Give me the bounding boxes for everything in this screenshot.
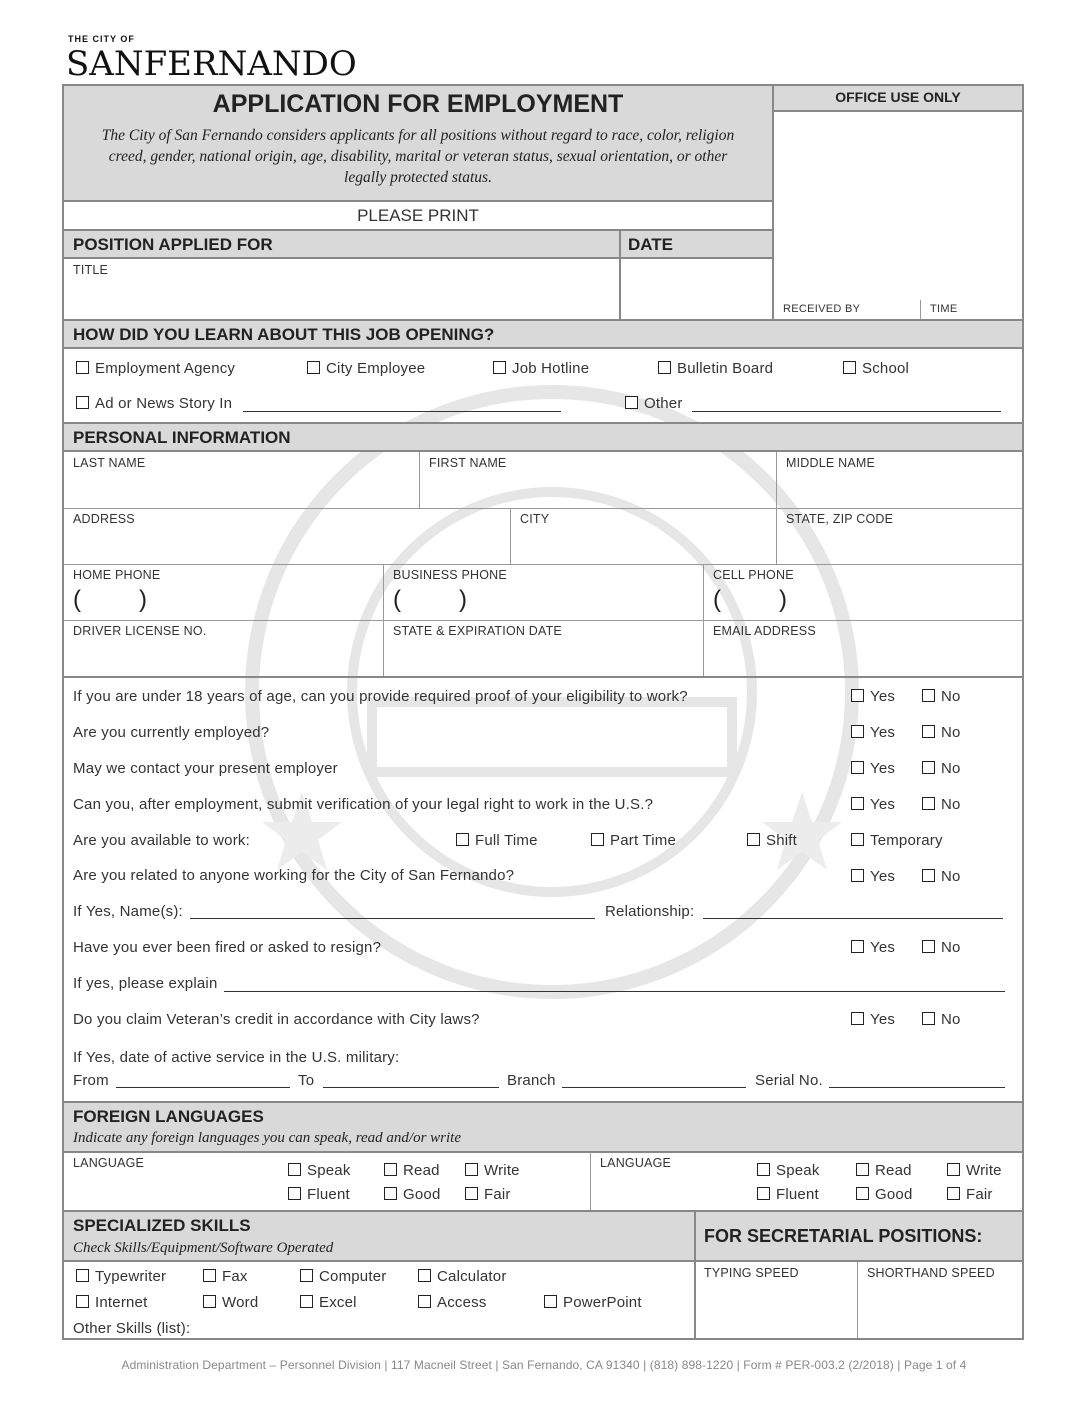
- checkbox-job-hotline[interactable]: Job Hotline: [493, 360, 589, 377]
- checkbox-city-employee[interactable]: City Employee: [307, 360, 425, 377]
- question-related: Are you related to anyone working for the City of San Fernando?: [73, 867, 515, 884]
- question-fired: Have you ever been fired or asked to resign?: [73, 939, 382, 956]
- q2-yes-checkbox[interactable]: Yes: [851, 724, 895, 741]
- explain-line[interactable]: [224, 991, 1005, 992]
- title-label: TITLE: [73, 263, 109, 277]
- other-line[interactable]: [692, 411, 1001, 412]
- full-time-checkbox[interactable]: Full Time: [456, 832, 538, 849]
- q8-no-checkbox[interactable]: No: [922, 1011, 961, 1028]
- checkbox-icon: [76, 361, 89, 374]
- from-line[interactable]: [116, 1087, 290, 1088]
- question-under-18: If you are under 18 years of age, can you provide required proof of your eligibility to work?: [73, 688, 688, 705]
- received-by-label: RECEIVED BY: [783, 303, 861, 315]
- lang2-read[interactable]: Read: [856, 1162, 912, 1179]
- equal-opportunity-notice: The City of San Fernando considers applicants for all positions without regard to race, color, religion creed, gender, national origin, age, disability, marital or veteran status, sexual orientation, or other legally protected status.: [101, 127, 735, 186]
- relationship-label: Relationship:: [605, 903, 695, 920]
- to-line[interactable]: [323, 1087, 499, 1088]
- skill-powerpoint[interactable]: PowerPoint: [544, 1294, 642, 1311]
- explain-label: If yes, please explain: [73, 975, 218, 992]
- office-use-title: OFFICE USE ONLY: [835, 89, 961, 105]
- lang2-fluent[interactable]: Fluent: [757, 1186, 819, 1203]
- branch-line[interactable]: [562, 1087, 746, 1088]
- military-label: If Yes, date of active service in the U.S. military:: [73, 1049, 400, 1066]
- learn-heading: HOW DID YOU LEARN ABOUT THIS JOB OPENING?: [73, 325, 495, 344]
- lang1-fair[interactable]: Fair: [465, 1186, 511, 1203]
- shift-checkbox[interactable]: Shift: [747, 832, 797, 849]
- from-label: From: [73, 1072, 109, 1089]
- skill-excel[interactable]: Excel: [300, 1294, 357, 1311]
- business-phone-label: BUSINESS PHONE: [393, 568, 507, 582]
- checkbox-icon: [493, 361, 506, 374]
- checkbox-other[interactable]: Other: [625, 395, 683, 412]
- q4-yes-checkbox[interactable]: Yes: [851, 796, 895, 813]
- languages-heading: FOREIGN LANGUAGES: [73, 1107, 264, 1126]
- q4-no-checkbox[interactable]: No: [922, 796, 961, 813]
- skill-access[interactable]: Access: [418, 1294, 487, 1311]
- to-label: To: [298, 1072, 315, 1089]
- q3-yes-checkbox[interactable]: Yes: [851, 760, 895, 777]
- relationship-line[interactable]: [703, 918, 1003, 919]
- lang2-fair[interactable]: Fair: [947, 1186, 993, 1203]
- question-currently-employed: Are you currently employed?: [73, 724, 270, 741]
- city-logo: SANFERNANDO: [66, 44, 357, 84]
- checkbox-icon: [76, 396, 89, 409]
- languages-subheading: Indicate any foreign languages you can speak, read and/or write: [73, 1130, 461, 1146]
- part-time-checkbox[interactable]: Part Time: [591, 832, 676, 849]
- lang2-good[interactable]: Good: [856, 1186, 913, 1203]
- personal-heading: PERSONAL INFORMATION: [73, 428, 291, 447]
- secretarial-heading: FOR SECRETARIAL POSITIONS:: [704, 1226, 983, 1246]
- q7-no-checkbox[interactable]: No: [922, 939, 961, 956]
- please-print: PLEASE PRINT: [357, 206, 479, 225]
- serial-label: Serial No.: [755, 1072, 823, 1089]
- lang2-speak[interactable]: Speak: [757, 1162, 820, 1179]
- time-label: TIME: [930, 303, 958, 315]
- lang1-read[interactable]: Read: [384, 1162, 440, 1179]
- skill-word[interactable]: Word: [203, 1294, 258, 1311]
- q1-no-checkbox[interactable]: No: [922, 688, 961, 705]
- cell-phone-label: CELL PHONE: [713, 568, 794, 582]
- serial-line[interactable]: [829, 1087, 1005, 1088]
- state-expiration-label: STATE & EXPIRATION DATE: [393, 624, 562, 638]
- middle-name-label: MIDDLE NAME: [786, 456, 876, 470]
- checkbox-icon: [307, 361, 320, 374]
- checkbox-ad-news[interactable]: Ad or News Story In: [76, 395, 232, 412]
- city-label: CITY: [520, 512, 550, 526]
- logo-small-text: THE CITY OF: [68, 34, 135, 44]
- lang1-speak[interactable]: Speak: [288, 1162, 351, 1179]
- checkbox-icon: [658, 361, 671, 374]
- checkbox-school[interactable]: School: [843, 360, 909, 377]
- date-heading: DATE: [628, 235, 674, 254]
- q3-no-checkbox[interactable]: No: [922, 760, 961, 777]
- q6-yes-checkbox[interactable]: Yes: [851, 868, 895, 885]
- state-zip-label: STATE, ZIP CODE: [786, 512, 894, 526]
- skill-computer[interactable]: Computer: [300, 1268, 386, 1285]
- checkbox-icon: [625, 396, 638, 409]
- checkbox-employment-agency[interactable]: Employment Agency: [76, 360, 235, 377]
- temporary-checkbox[interactable]: Temporary: [851, 832, 943, 849]
- position-title-field[interactable]: [68, 278, 614, 314]
- branch-label: Branch: [507, 1072, 556, 1089]
- date-field[interactable]: [624, 262, 768, 314]
- q7-yes-checkbox[interactable]: Yes: [851, 939, 895, 956]
- first-name-label: FIRST NAME: [429, 456, 507, 470]
- shorthand-speed-label: SHORTHAND SPEED: [867, 1266, 995, 1280]
- page-footer: Administration Department – Personnel Division | 117 Macneil Street | San Fernando, CA 91340 | (818) 898-1220 | Form # PER-003.2 (2/2018) | Page 1 of 4: [121, 1358, 967, 1372]
- checkbox-bulletin-board[interactable]: Bulletin Board: [658, 360, 773, 377]
- skill-calculator[interactable]: Calculator: [418, 1268, 507, 1285]
- home-phone-label: HOME PHONE: [73, 568, 161, 582]
- question-right-to-work: Can you, after employment, submit verification of your legal right to work in the U.S.?: [73, 796, 654, 813]
- q2-no-checkbox[interactable]: No: [922, 724, 961, 741]
- skill-internet[interactable]: Internet: [76, 1294, 147, 1311]
- skills-subheading: Check Skills/Equipment/Software Operated: [73, 1240, 334, 1256]
- language-label-2: LANGUAGE: [600, 1156, 672, 1170]
- other-skills-label: Other Skills (list):: [73, 1320, 191, 1337]
- lang1-fluent[interactable]: Fluent: [288, 1186, 350, 1203]
- form-title: APPLICATION FOR EMPLOYMENT: [212, 90, 624, 118]
- lang1-write[interactable]: Write: [465, 1162, 520, 1179]
- question-available: Are you available to work:: [73, 832, 250, 849]
- skill-fax[interactable]: Fax: [203, 1268, 248, 1285]
- checkbox-icon: [843, 361, 856, 374]
- lang1-good[interactable]: Good: [384, 1186, 441, 1203]
- typing-speed-label: TYPING SPEED: [704, 1266, 799, 1280]
- skill-typewriter[interactable]: Typewriter: [76, 1268, 166, 1285]
- driver-license-label: DRIVER LICENSE NO.: [73, 624, 207, 638]
- position-heading: POSITION APPLIED FOR: [73, 235, 273, 254]
- question-contact-employer: May we contact your present employer: [73, 760, 338, 777]
- q6-no-checkbox[interactable]: No: [922, 868, 961, 885]
- address-label: ADDRESS: [73, 512, 135, 526]
- q8-yes-checkbox[interactable]: Yes: [851, 1011, 895, 1028]
- last-name-label: LAST NAME: [73, 456, 146, 470]
- ad-news-line[interactable]: [243, 411, 561, 412]
- q1-yes-checkbox[interactable]: Yes: [851, 688, 895, 705]
- skills-heading: SPECIALIZED SKILLS: [73, 1216, 251, 1235]
- names-label: If Yes, Name(s):: [73, 903, 183, 920]
- language-label-1: LANGUAGE: [73, 1156, 145, 1170]
- question-veteran: Do you claim Veteran’s credit in accordance with City laws?: [73, 1011, 480, 1028]
- lang2-write[interactable]: Write: [947, 1162, 1002, 1179]
- email-label: EMAIL ADDRESS: [713, 624, 816, 638]
- names-line[interactable]: [190, 918, 595, 919]
